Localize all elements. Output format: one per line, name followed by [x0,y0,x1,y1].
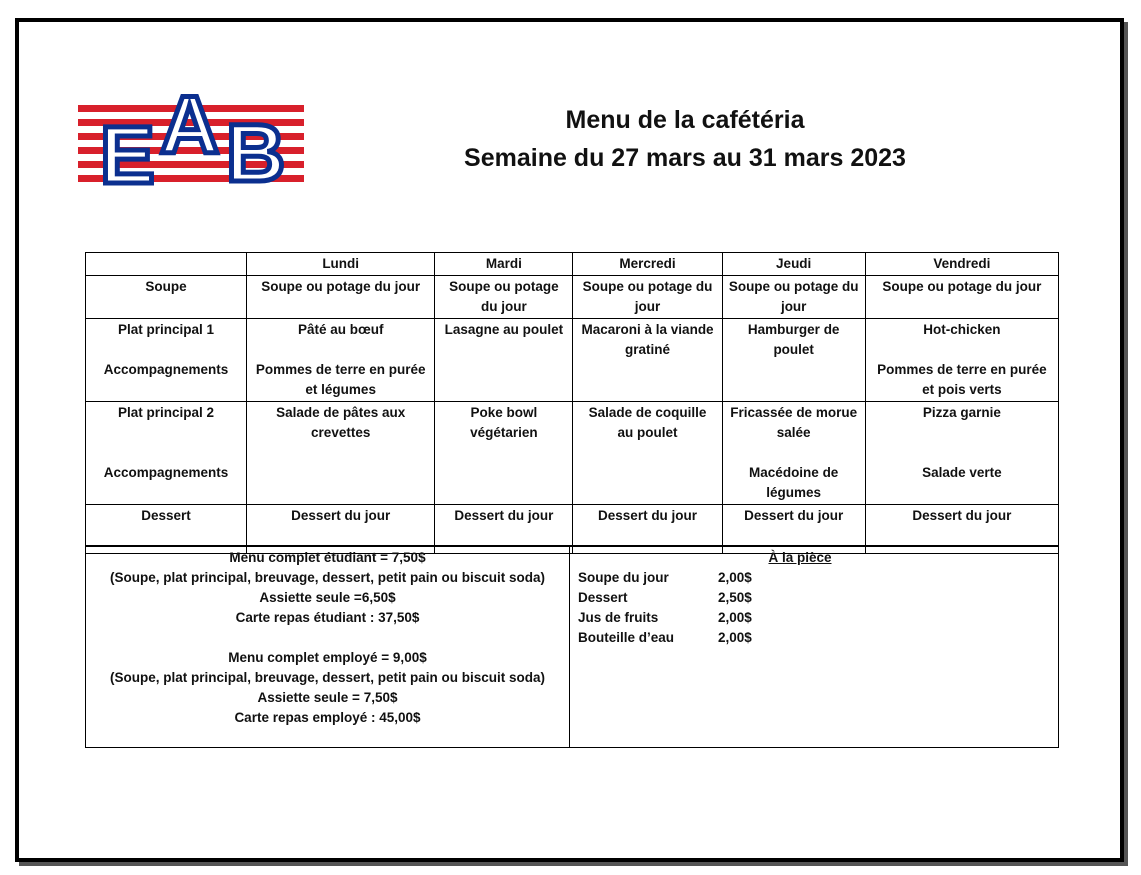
menu-cell [865,402,1058,505]
main-dish: Poke bowl végétarien [470,405,538,440]
table-row-plat1 [86,319,1059,402]
main-dish: Hot-chicken [923,322,1001,337]
main-dish: Salade de pâtes aux crevettes [276,405,406,440]
row-label: Dessert [86,505,247,554]
day-header: Lundi [247,253,435,276]
menu-cell: Dessert du jour [435,505,573,554]
page-title [420,101,950,177]
main-dish: Lasagne au poulet [444,322,564,337]
menu-cell: Dessert du jour [247,505,435,554]
list-item [570,588,1058,608]
logo-letter-b: B [226,108,286,188]
employee-full-menu: Menu complet employé = 9,00$ [228,650,427,665]
main-dish: Fricassée de morue salée [730,405,858,440]
menu-cell: Dessert du jour [865,505,1058,554]
menu-cell [722,402,865,505]
a-la-carte-title: À la pièce [768,550,832,565]
pricing-section [85,545,1059,748]
student-meal-card: Carte repas étudiant : 37,50$ [235,610,420,625]
row-label [86,402,247,505]
table-row-soupe [86,276,1059,319]
logo-letter-e: E [100,110,155,188]
menu-cell [865,319,1058,402]
side-dish: Pommes de terre en purée et pois verts [877,362,1047,397]
list-item [570,628,1058,648]
corner-cell [86,253,247,276]
item-price: 2,50$ [718,590,752,605]
school-logo [78,65,304,188]
item-name: Dessert [578,590,628,605]
menu-cell [722,319,865,402]
row-label: Soupe [86,276,247,319]
menu-cell: Soupe ou potage du jour [435,276,573,319]
main-dish: Salade de coquille au poulet [588,405,707,440]
row-label [86,319,247,402]
main-dish: Pâté au bœuf [297,322,384,337]
menu-cell: Soupe ou potage du jour [573,276,722,319]
logo-letter-a: A [160,80,220,171]
menu-cell [573,319,722,402]
row-label-main: Plat principal 1 [117,322,215,337]
title-line-2: Semaine du 27 mars au 31 mars 2023 [464,144,906,172]
row-label-sides: Accompagnements [103,465,229,480]
meal-plan-pricing [86,547,570,748]
table-header-row [86,253,1059,276]
menu-cell [247,319,435,402]
item-price: 2,00$ [718,610,752,625]
title-line-1: Menu de la cafétéria [565,106,805,134]
item-price: 2,00$ [718,570,752,585]
side-dish: Salade verte [922,465,1002,480]
side-dish: Macédoine de légumes [749,465,839,500]
item-name: Jus de fruits [578,610,659,625]
menu-cell: Soupe ou potage du jour [247,276,435,319]
day-header: Mardi [435,253,573,276]
student-plate-price: Assiette seule =6,50$ [259,590,396,605]
menu-cell: Soupe ou potage du jour [722,276,865,319]
main-dish: Pizza garnie [922,405,1001,420]
employee-plate-price: Assiette seule = 7,50$ [257,690,398,705]
day-header: Vendredi [865,253,1058,276]
student-full-menu-desc: (Soupe, plat principal, breuvage, dessert, petit pain ou biscuit soda) [109,570,546,585]
menu-cell [435,402,573,505]
row-label-main: Plat principal 2 [117,405,215,420]
menu-cell: Dessert du jour [722,505,865,554]
student-full-menu: Menu complet étudiant = 7,50$ [229,550,426,565]
menu-cell: Dessert du jour [573,505,722,554]
day-header: Mercredi [573,253,722,276]
a-la-carte-pricing [570,547,1058,748]
item-name: Soupe du jour [578,570,669,585]
side-dish: Pommes de terre en purée et légumes [255,362,426,397]
item-price: 2,00$ [718,630,752,645]
menu-cell [435,319,573,402]
employee-meal-card: Carte repas employé : 45,00$ [234,710,421,725]
list-item [570,608,1058,628]
item-name: Bouteille d’eau [578,630,675,645]
employee-full-menu-desc: (Soupe, plat principal, breuvage, dessert, petit pain ou biscuit soda) [109,670,546,685]
list-item [570,568,1058,588]
main-dish: Macaroni à la viande gratiné [581,322,714,357]
menu-cell [247,402,435,505]
main-dish: Hamburger de poulet [747,322,840,357]
row-label-sides: Accompagnements [103,362,229,377]
menu-cell: Soupe ou potage du jour [865,276,1058,319]
day-header: Jeudi [722,253,865,276]
weekly-menu-table [85,252,1059,554]
table-row-plat2 [86,402,1059,505]
menu-cell [573,402,722,505]
